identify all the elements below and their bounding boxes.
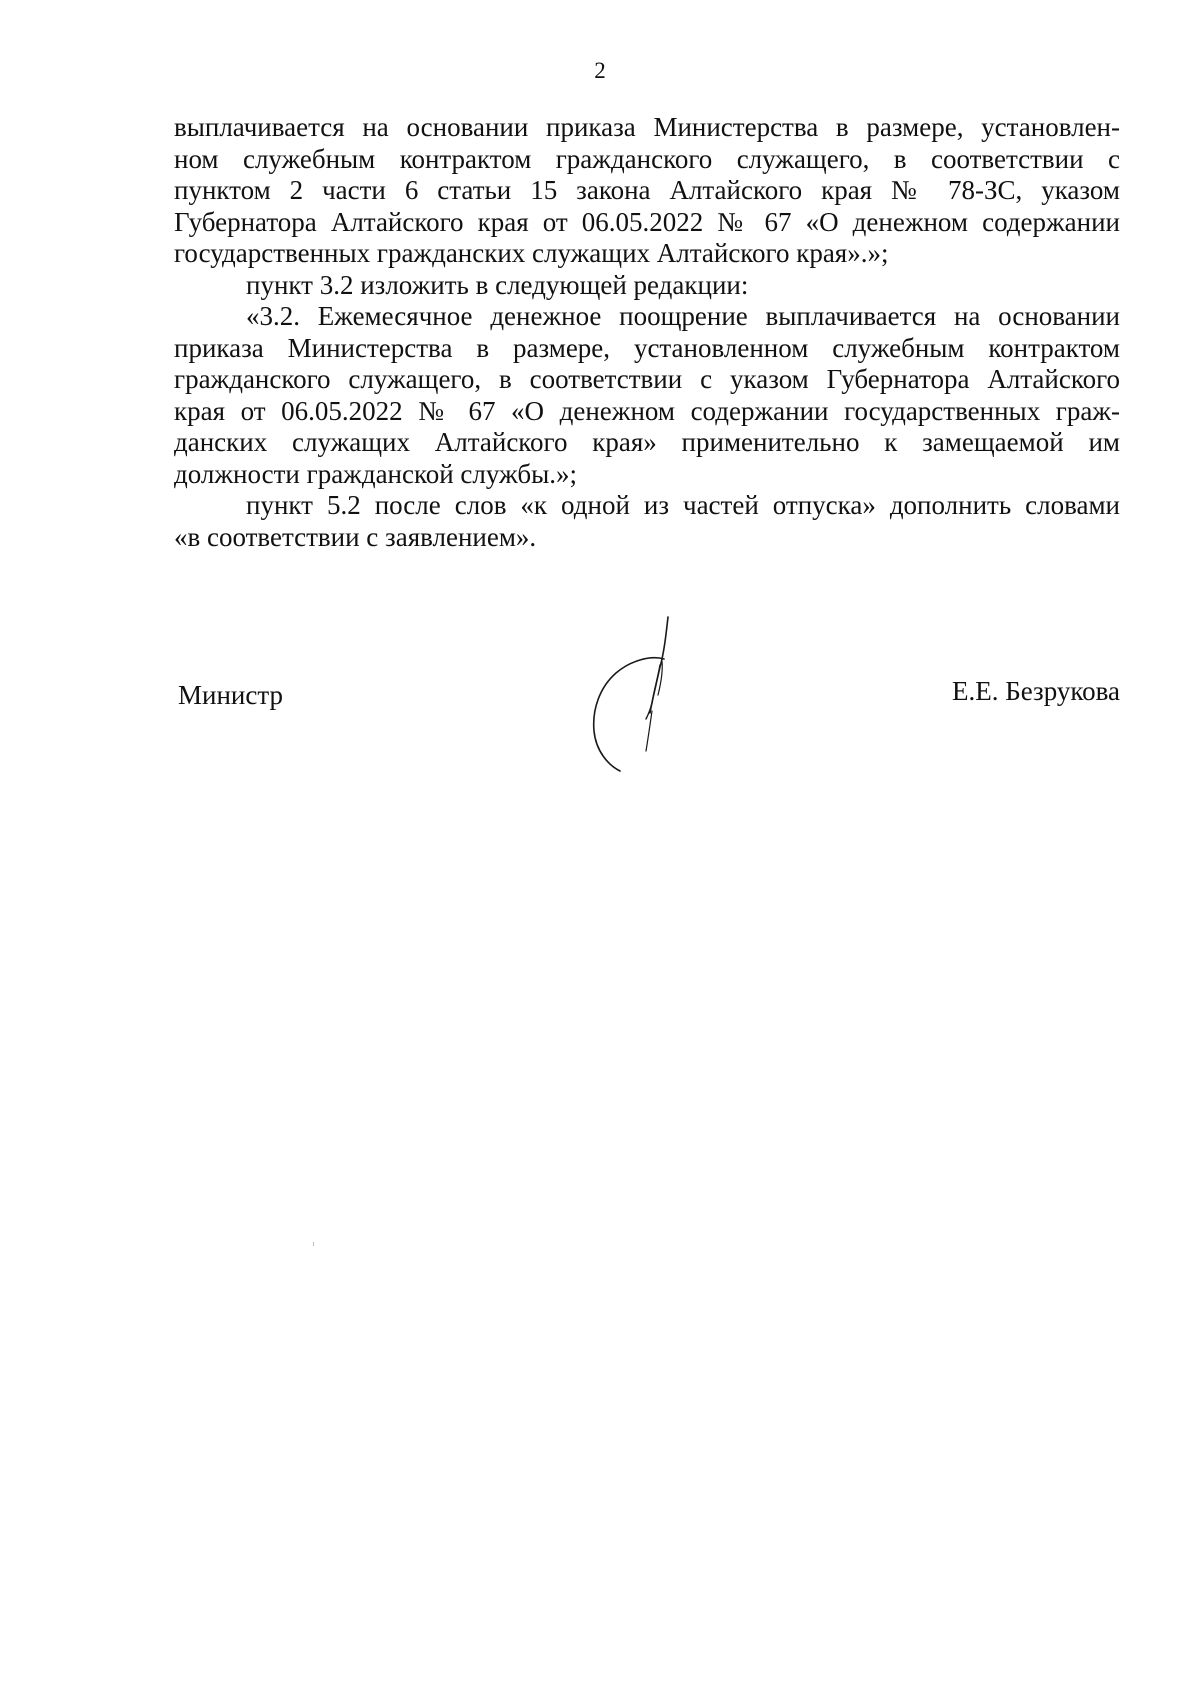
handwritten-signature <box>580 615 690 785</box>
text-line: гражданского служащего, в соответствии с указом Губернатора Алтайского <box>174 364 1120 394</box>
text-line: выплачивается на основании приказа Министерства в размере, установлен- <box>174 112 1120 142</box>
page-number: 2 <box>594 58 606 83</box>
text-line: должности гражданской службы.»; <box>174 458 577 489</box>
scan-speck <box>313 1242 314 1246</box>
document-body <box>174 112 1120 553</box>
text-line: пункт 5.2 после слов «к одной из частей отпуска» дополнить словами <box>246 490 1120 520</box>
text-line: пункт 3.2 изложить в следующей редакции: <box>246 269 749 300</box>
text-line: края от 06.05.2022 № 67 «О денежном содержании государственных граж- <box>174 395 1120 426</box>
text-line: ном служебным контрактом гражданского служащего, в соответствии с <box>174 143 1120 174</box>
text-line: «в соответствии с заявлением». <box>174 521 537 552</box>
text-line: государственных гражданских служащих Алтайского края».»; <box>174 238 889 268</box>
text-line: «3.2. Ежемесячное денежное поощрение выплачивается на основании <box>246 301 1120 331</box>
text-line: данских служащих Алтайского края» применительно к замещаемой им <box>174 427 1120 457</box>
text-line: пунктом 2 части 6 статьи 15 закона Алтайского края № 78-ЗС, указом <box>174 175 1120 205</box>
text-line: приказа Министерства в размере, установленном служебным контрактом <box>174 332 1120 363</box>
text-line: Губернатора Алтайского края от 06.05.2022 № 67 «О денежном содержании <box>174 206 1120 237</box>
signatory-name: Е.Е. Безрукова <box>952 676 1120 706</box>
signatory-title: Министр <box>178 680 283 710</box>
